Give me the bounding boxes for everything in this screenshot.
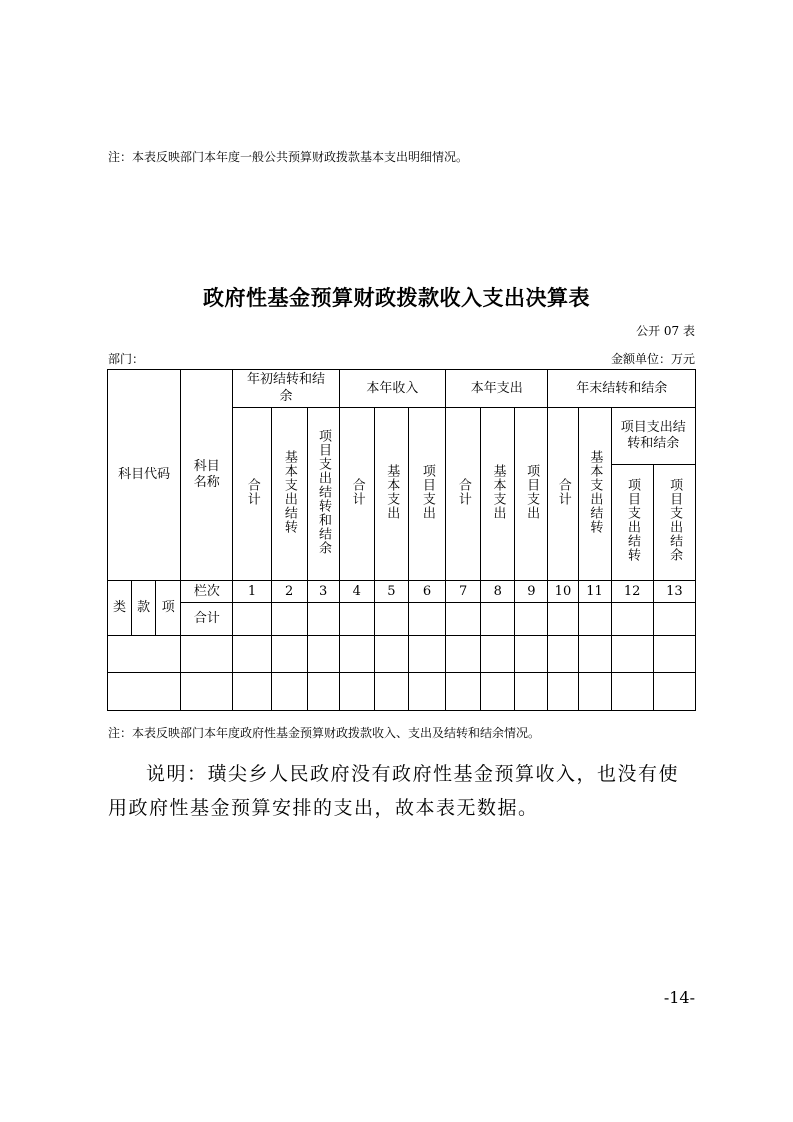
- table-cell: [339, 603, 374, 635]
- page-title: 政府性基金预算财政拨款收入支出决算表: [203, 286, 590, 310]
- col-number: 13: [653, 581, 695, 603]
- header-end-basic-carry: 基本支出结转: [578, 408, 611, 581]
- col-number: 12: [611, 581, 653, 603]
- header-begin-basic-carry: 基本支出结转: [271, 408, 307, 581]
- table-cell: [307, 603, 339, 635]
- col-number: 9: [515, 581, 548, 603]
- row-total-label: 合计: [181, 603, 233, 635]
- code-kuan: 款: [132, 581, 156, 635]
- header-group-begin: 年初结转和结余: [233, 370, 339, 408]
- table-cell: [515, 603, 548, 635]
- header-begin-project-carry-surplus: 项目支出结转和结余: [307, 408, 339, 581]
- table-cell: [446, 603, 481, 635]
- header-expense-project: 项目支出: [515, 408, 548, 581]
- col-number: 8: [481, 581, 515, 603]
- col-number: 10: [548, 581, 578, 603]
- col-number: 3: [307, 581, 339, 603]
- unit-label: 金额单位：万元: [610, 352, 695, 366]
- table-cell: [481, 603, 515, 635]
- header-begin-total: 合计: [233, 408, 271, 581]
- header-income-basic: 基本支出: [374, 408, 408, 581]
- note-bottom: 注：本表反映部门本年度政府性基金预算财政拨款收入、支出及结转和结余情况。: [108, 726, 541, 740]
- table-cell: [233, 603, 271, 635]
- header-income-project: 项目支出: [408, 408, 445, 581]
- table-cell: [611, 603, 653, 635]
- form-code: 公开 07 表: [636, 324, 695, 338]
- col-number: 5: [374, 581, 408, 603]
- table-cell: [271, 603, 307, 635]
- table-cell: [548, 603, 578, 635]
- col-number: 2: [271, 581, 307, 603]
- col-number: 6: [408, 581, 445, 603]
- page-number: -14-: [663, 988, 695, 1007]
- header-group-expense: 本年支出: [446, 370, 548, 408]
- code-xiang: 项: [156, 581, 181, 635]
- header-end-project-surplus: 项目支出结余: [653, 464, 695, 581]
- table-row: [108, 635, 696, 672]
- header-end-total: 合计: [548, 408, 578, 581]
- header-end-project-carry-surplus: 项目支出结转和结余: [611, 408, 695, 464]
- table-cell: [374, 603, 408, 635]
- header-group-end: 年末结转和结余: [548, 370, 696, 408]
- header-subject-code: 科目代码: [108, 370, 181, 581]
- table-cell: [653, 603, 695, 635]
- header-expense-total: 合计: [446, 408, 481, 581]
- code-lei: 类: [108, 581, 132, 635]
- header-income-total: 合计: [339, 408, 374, 581]
- col-number: 7: [446, 581, 481, 603]
- note-top: 注：本表反映部门本年度一般公共预算财政拨款基本支出明细情况。: [108, 150, 469, 164]
- header-expense-basic: 基本支出: [481, 408, 515, 581]
- table-row: [108, 672, 696, 710]
- col-number: 1: [233, 581, 271, 603]
- explanation-paragraph: 说明：璜尖乡人民政府没有政府性基金预算收入，也没有使用政府性基金预算安排的支出，故本表无数据。: [108, 763, 680, 819]
- header-group-income: 本年收入: [339, 370, 445, 408]
- row-col-num-label: 栏次: [181, 581, 233, 603]
- fund-table: [107, 369, 696, 711]
- col-number: 11: [578, 581, 611, 603]
- col-number: 4: [339, 581, 374, 603]
- header-subject-name: 科目名称: [181, 370, 233, 581]
- department-label: 部门：: [108, 352, 145, 366]
- table-cell: [408, 603, 445, 635]
- table-cell: [578, 603, 611, 635]
- header-end-project-carry: 项目支出结转: [611, 464, 653, 581]
